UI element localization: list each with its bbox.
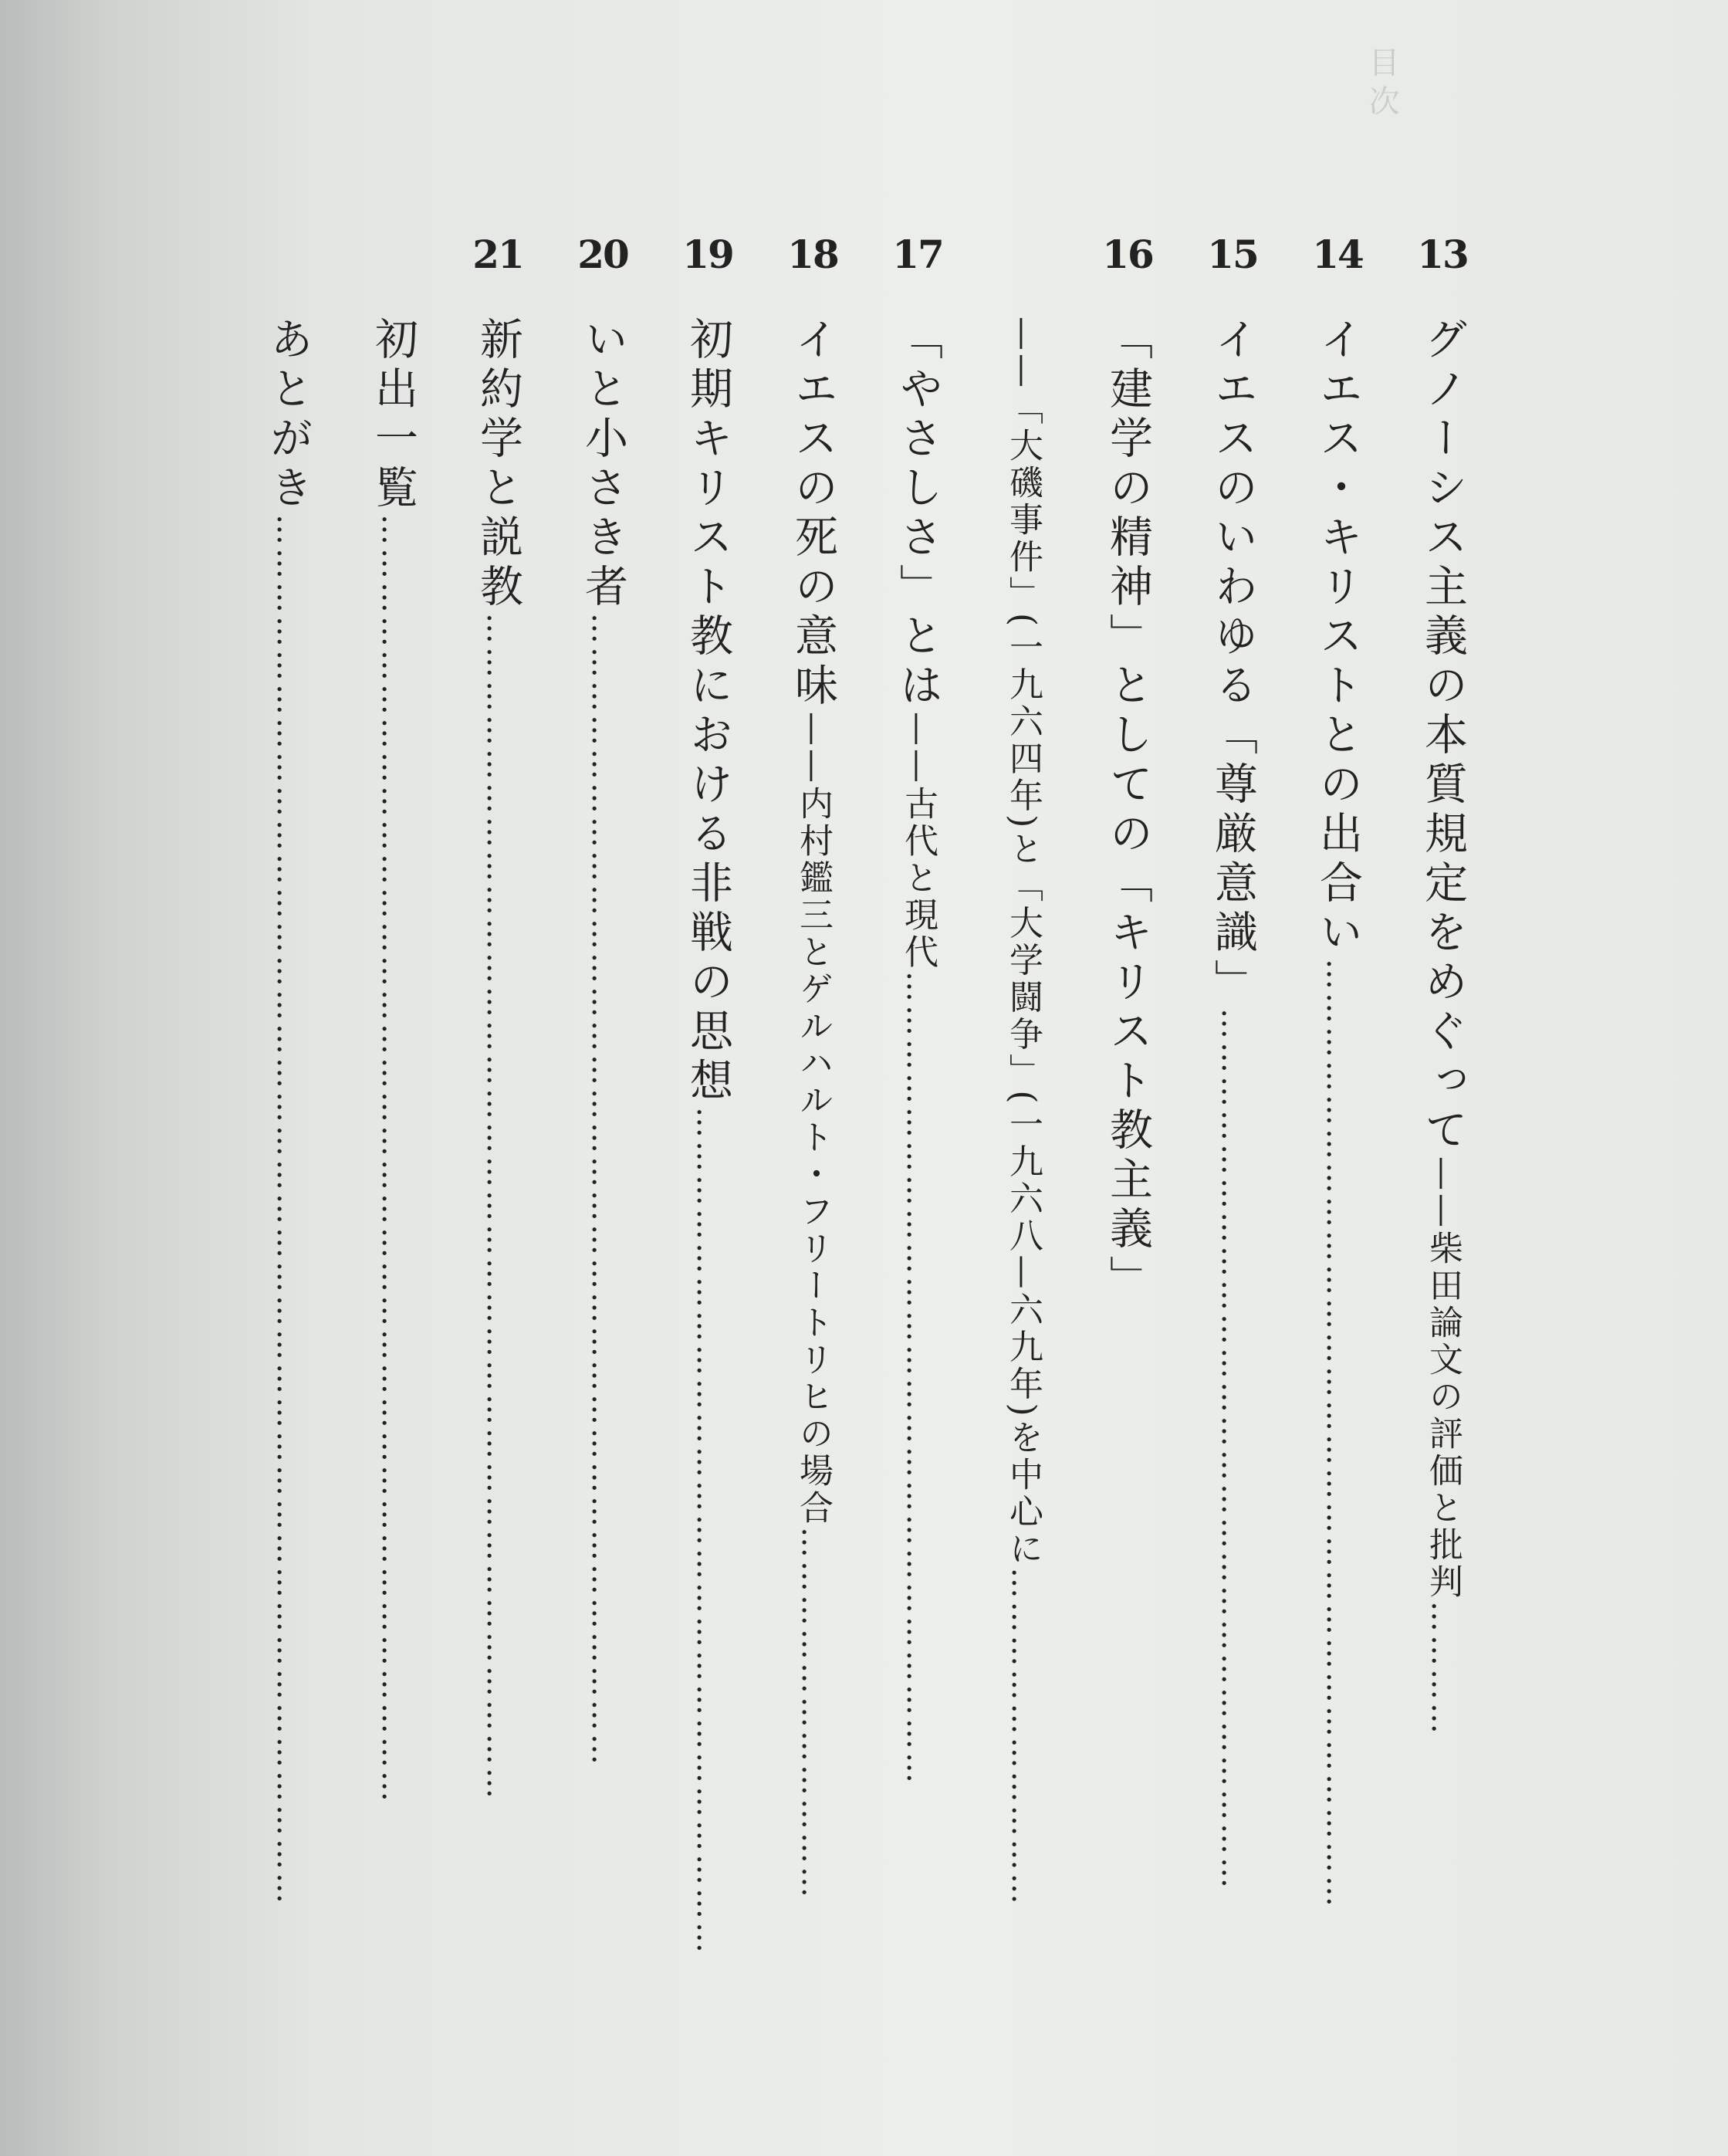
dot-leader: ……………………………………………………………………	[1215, 1008, 1250, 1891]
chapter-title: 初期キリスト教における非戦の思想	[683, 316, 733, 1107]
chapter-title: イエスのいわゆる「尊厳意識」	[1208, 316, 1258, 1008]
dot-leader: ……………………………………………………………………………………………	[480, 613, 516, 1802]
chapter-number: 17	[892, 232, 943, 277]
dot-leader: …………	[1425, 1601, 1460, 1737]
toc-entry-19[interactable]	[677, 232, 739, 2156]
dot-leader: …………………………………………………………………………………………	[585, 613, 621, 1768]
chapter-number: 20	[577, 232, 628, 277]
toc-entry-first-appearances[interactable]	[362, 232, 424, 2156]
toc-entry-13[interactable]	[1412, 232, 1473, 2156]
dot-leader: …………………………………………………………………	[690, 1107, 725, 1956]
dot-leader: ……………………………………………………………………………………………………	[375, 514, 411, 1805]
chapter-subtitle: ——古代と現代	[898, 712, 938, 971]
toc-entry-16[interactable]	[1097, 232, 1158, 2156]
table-of-contents	[214, 232, 1473, 2156]
chapter-number: 14	[1312, 232, 1363, 277]
chapter-subtitle: ——柴田論文の評価と批判	[1423, 1156, 1463, 1601]
toc-entry-afterword[interactable]	[257, 232, 319, 2156]
chapter-number: 21	[472, 232, 523, 277]
chapter-title: あとがき	[263, 316, 313, 514]
toc-entry-14[interactable]	[1307, 232, 1368, 2156]
dot-leader: ………………………………………………………………	[900, 971, 935, 1786]
chapter-title: イエスの死の意味	[788, 316, 838, 712]
chapter-number: 18	[787, 232, 838, 277]
chapter-number: 16	[1102, 232, 1153, 277]
chapter-title: グノーシス主義の本質規定をめぐって	[1418, 316, 1468, 1156]
dot-leader: ……………………………………………………………………………………………………………	[270, 514, 306, 1907]
chapter-number: 13	[1417, 232, 1468, 277]
chapter-subtitle: ——内村鑑三とゲルハルト・フリートリヒの場合	[793, 712, 833, 1527]
chapter-title: いと小さき者	[578, 316, 628, 613]
toc-entry-17[interactable]	[887, 232, 949, 2156]
toc-entry-21[interactable]	[467, 232, 529, 2156]
chapter-title: 初出一覧	[368, 316, 418, 514]
chapter-title: 「やさしさ」とは	[893, 316, 943, 712]
dot-leader: …………………………………………………………………………	[1320, 959, 1355, 1910]
chapter-title: 「建学の精神」としての「キリスト教主義」	[1103, 316, 1153, 1305]
dot-leader: …………………………	[1005, 1567, 1040, 1907]
chapter-number: 19	[682, 232, 733, 277]
toc-entry-15[interactable]	[1202, 232, 1263, 2156]
toc-entry-20[interactable]	[572, 232, 634, 2156]
page-header-ghost: 目次	[1364, 46, 1399, 124]
chapter-title: 新約学と説教	[473, 316, 523, 613]
toc-entry-18[interactable]	[782, 232, 844, 2156]
chapter-number: 15	[1207, 232, 1258, 277]
dot-leader: ……………………………	[795, 1527, 830, 1900]
toc-entry-16-subtitle[interactable]	[992, 232, 1053, 2156]
chapter-subtitle: ——「大磯事件」(一九六四年)と「大学闘争」(一九六八—六九年)を中心に	[1003, 316, 1043, 1568]
chapter-title: イエス・キリストとの出合い	[1313, 316, 1363, 959]
